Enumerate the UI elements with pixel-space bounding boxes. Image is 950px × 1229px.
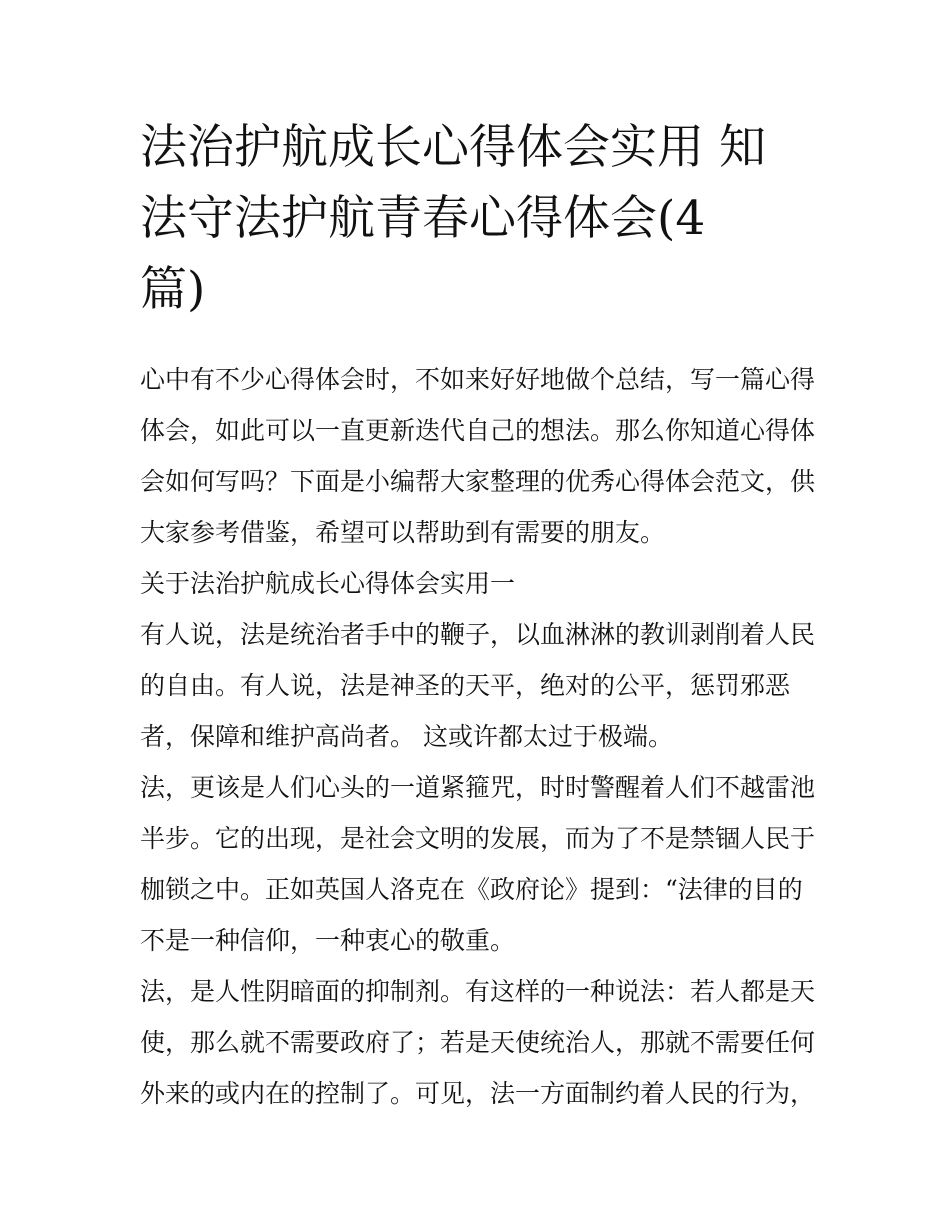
intro-line: 体会，如此可以一直更新迭代自己的想法。那么你知道心得体 bbox=[140, 416, 816, 445]
paragraph-line: 有人说，法是统治者手中的鞭子，以血淋淋的教训剥削着人民 bbox=[140, 620, 816, 649]
paragraph-line: 使，那么就不需要政府了；若是天使统治人，那就不需要任何 bbox=[140, 1028, 816, 1057]
title-line: 法治护航成长心得体会实用 知 bbox=[140, 120, 766, 175]
paragraph-line: 法，是人性阴暗面的抑制剂。有这样的一种说法：若人都是天 bbox=[140, 977, 816, 1006]
paragraph-line: 法，更该是人们心头的一道紧箍咒，时时警醒着人们不越雷池 bbox=[140, 773, 816, 802]
paragraph-line: 者，保障和维护高尚者。 这或许都太过于极端。 bbox=[140, 722, 673, 751]
paragraph-line: 外来的或内在的控制了。可见，法一方面制约着人民的行为， bbox=[140, 1079, 816, 1108]
paragraph-line: 的自由。有人说，法是神圣的天平，绝对的公平，惩罚邪恶 bbox=[140, 671, 791, 700]
paragraph-line: 半步。它的出现，是社会文明的发展，而为了不是禁锢人民于 bbox=[140, 824, 816, 853]
title-line: 篇) bbox=[140, 262, 206, 317]
title-line: 法守法护航青春心得体会(4 bbox=[140, 191, 706, 246]
intro-line: 心中有不少心得体会时，不如来好好地做个总结，写一篇心得 bbox=[140, 365, 816, 394]
document-title bbox=[140, 112, 820, 325]
section-heading: 关于法治护航成长心得体会实用一 bbox=[140, 569, 516, 598]
paragraph-line: 枷锁之中。正如英国人洛克在《政府论》提到：“法律的目的 bbox=[140, 875, 803, 904]
paragraph-line: 不是一种信仰，一种衷心的敬重。 bbox=[140, 926, 516, 955]
intro-line: 会如何写吗？下面是小编帮大家整理的优秀心得体会范文，供 bbox=[140, 467, 816, 496]
document-body bbox=[140, 354, 816, 1119]
intro-line: 大家参考借鉴，希望可以帮助到有需要的朋友。 bbox=[140, 518, 666, 547]
